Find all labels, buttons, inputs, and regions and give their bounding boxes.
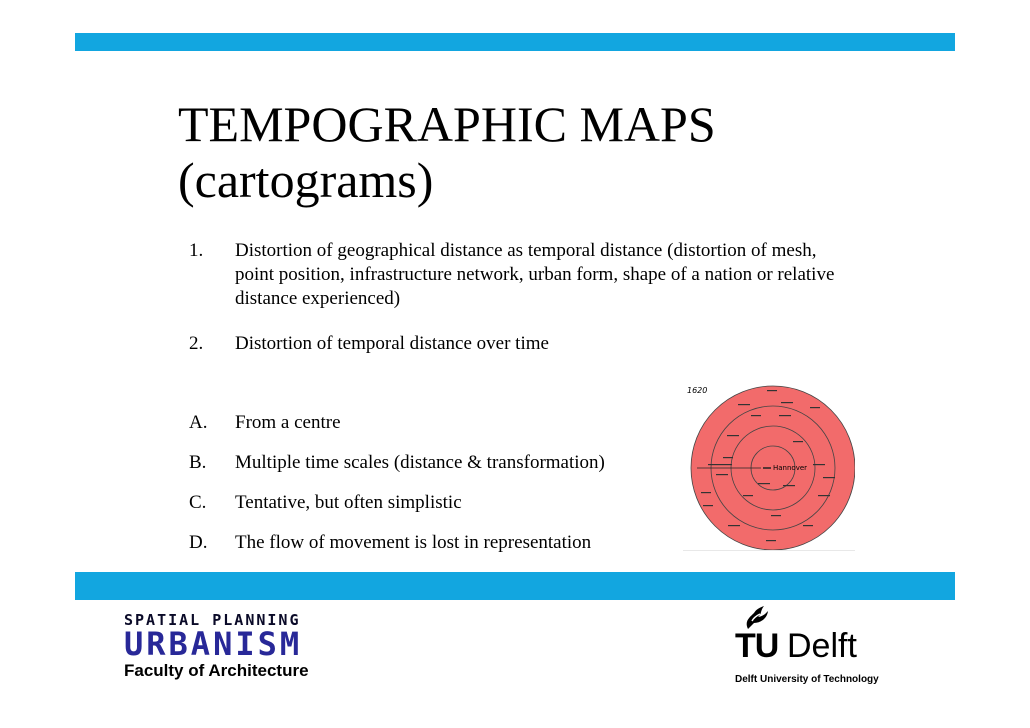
title-line-1: TEMPOGRAPHIC MAPS <box>178 96 716 152</box>
university-label: Delft University of Technology <box>735 674 879 685</box>
list-marker: B. <box>189 452 207 473</box>
list-text: Multiple time scales (distance & transformation) <box>235 452 605 473</box>
faculty-label: Faculty of Architecture <box>124 661 309 680</box>
list-text: The flow of movement is lost in representation <box>235 532 592 553</box>
urbanism-logo <box>124 611 344 691</box>
map-year-label: 1620 <box>687 386 708 395</box>
list-text: From a centre <box>235 412 341 433</box>
list-marker: 2. <box>189 333 204 354</box>
list-marker: D. <box>189 532 208 553</box>
map-graphic <box>683 385 855 550</box>
slide-title <box>178 96 818 208</box>
bottom-accent-bar <box>75 572 955 600</box>
list-text: Distortion of temporal distance over time <box>235 333 549 354</box>
delft-text: Delft <box>787 627 857 665</box>
tudelft-logo <box>730 605 900 690</box>
top-accent-bar <box>75 33 955 51</box>
map-center-label: Hannover <box>773 464 808 472</box>
tempographic-map-image <box>683 385 855 551</box>
list-text: Tentative, but often simplistic <box>235 492 462 513</box>
list-text: Distortion of geographical distance as temporal distance (distortion of mesh, point position, infrastructure network, urban form, shape of a nation or relative distance experienced) <box>235 240 835 309</box>
urbanism-text: URBANISM <box>124 625 303 663</box>
list-marker: A. <box>189 412 208 433</box>
list-marker: C. <box>189 492 207 513</box>
title-line-2: (cartograms) <box>178 152 434 208</box>
list-marker: 1. <box>189 240 204 261</box>
spatial-planning-text: SPATIAL PLANNING <box>124 611 301 629</box>
tu-text: TU <box>735 627 779 665</box>
